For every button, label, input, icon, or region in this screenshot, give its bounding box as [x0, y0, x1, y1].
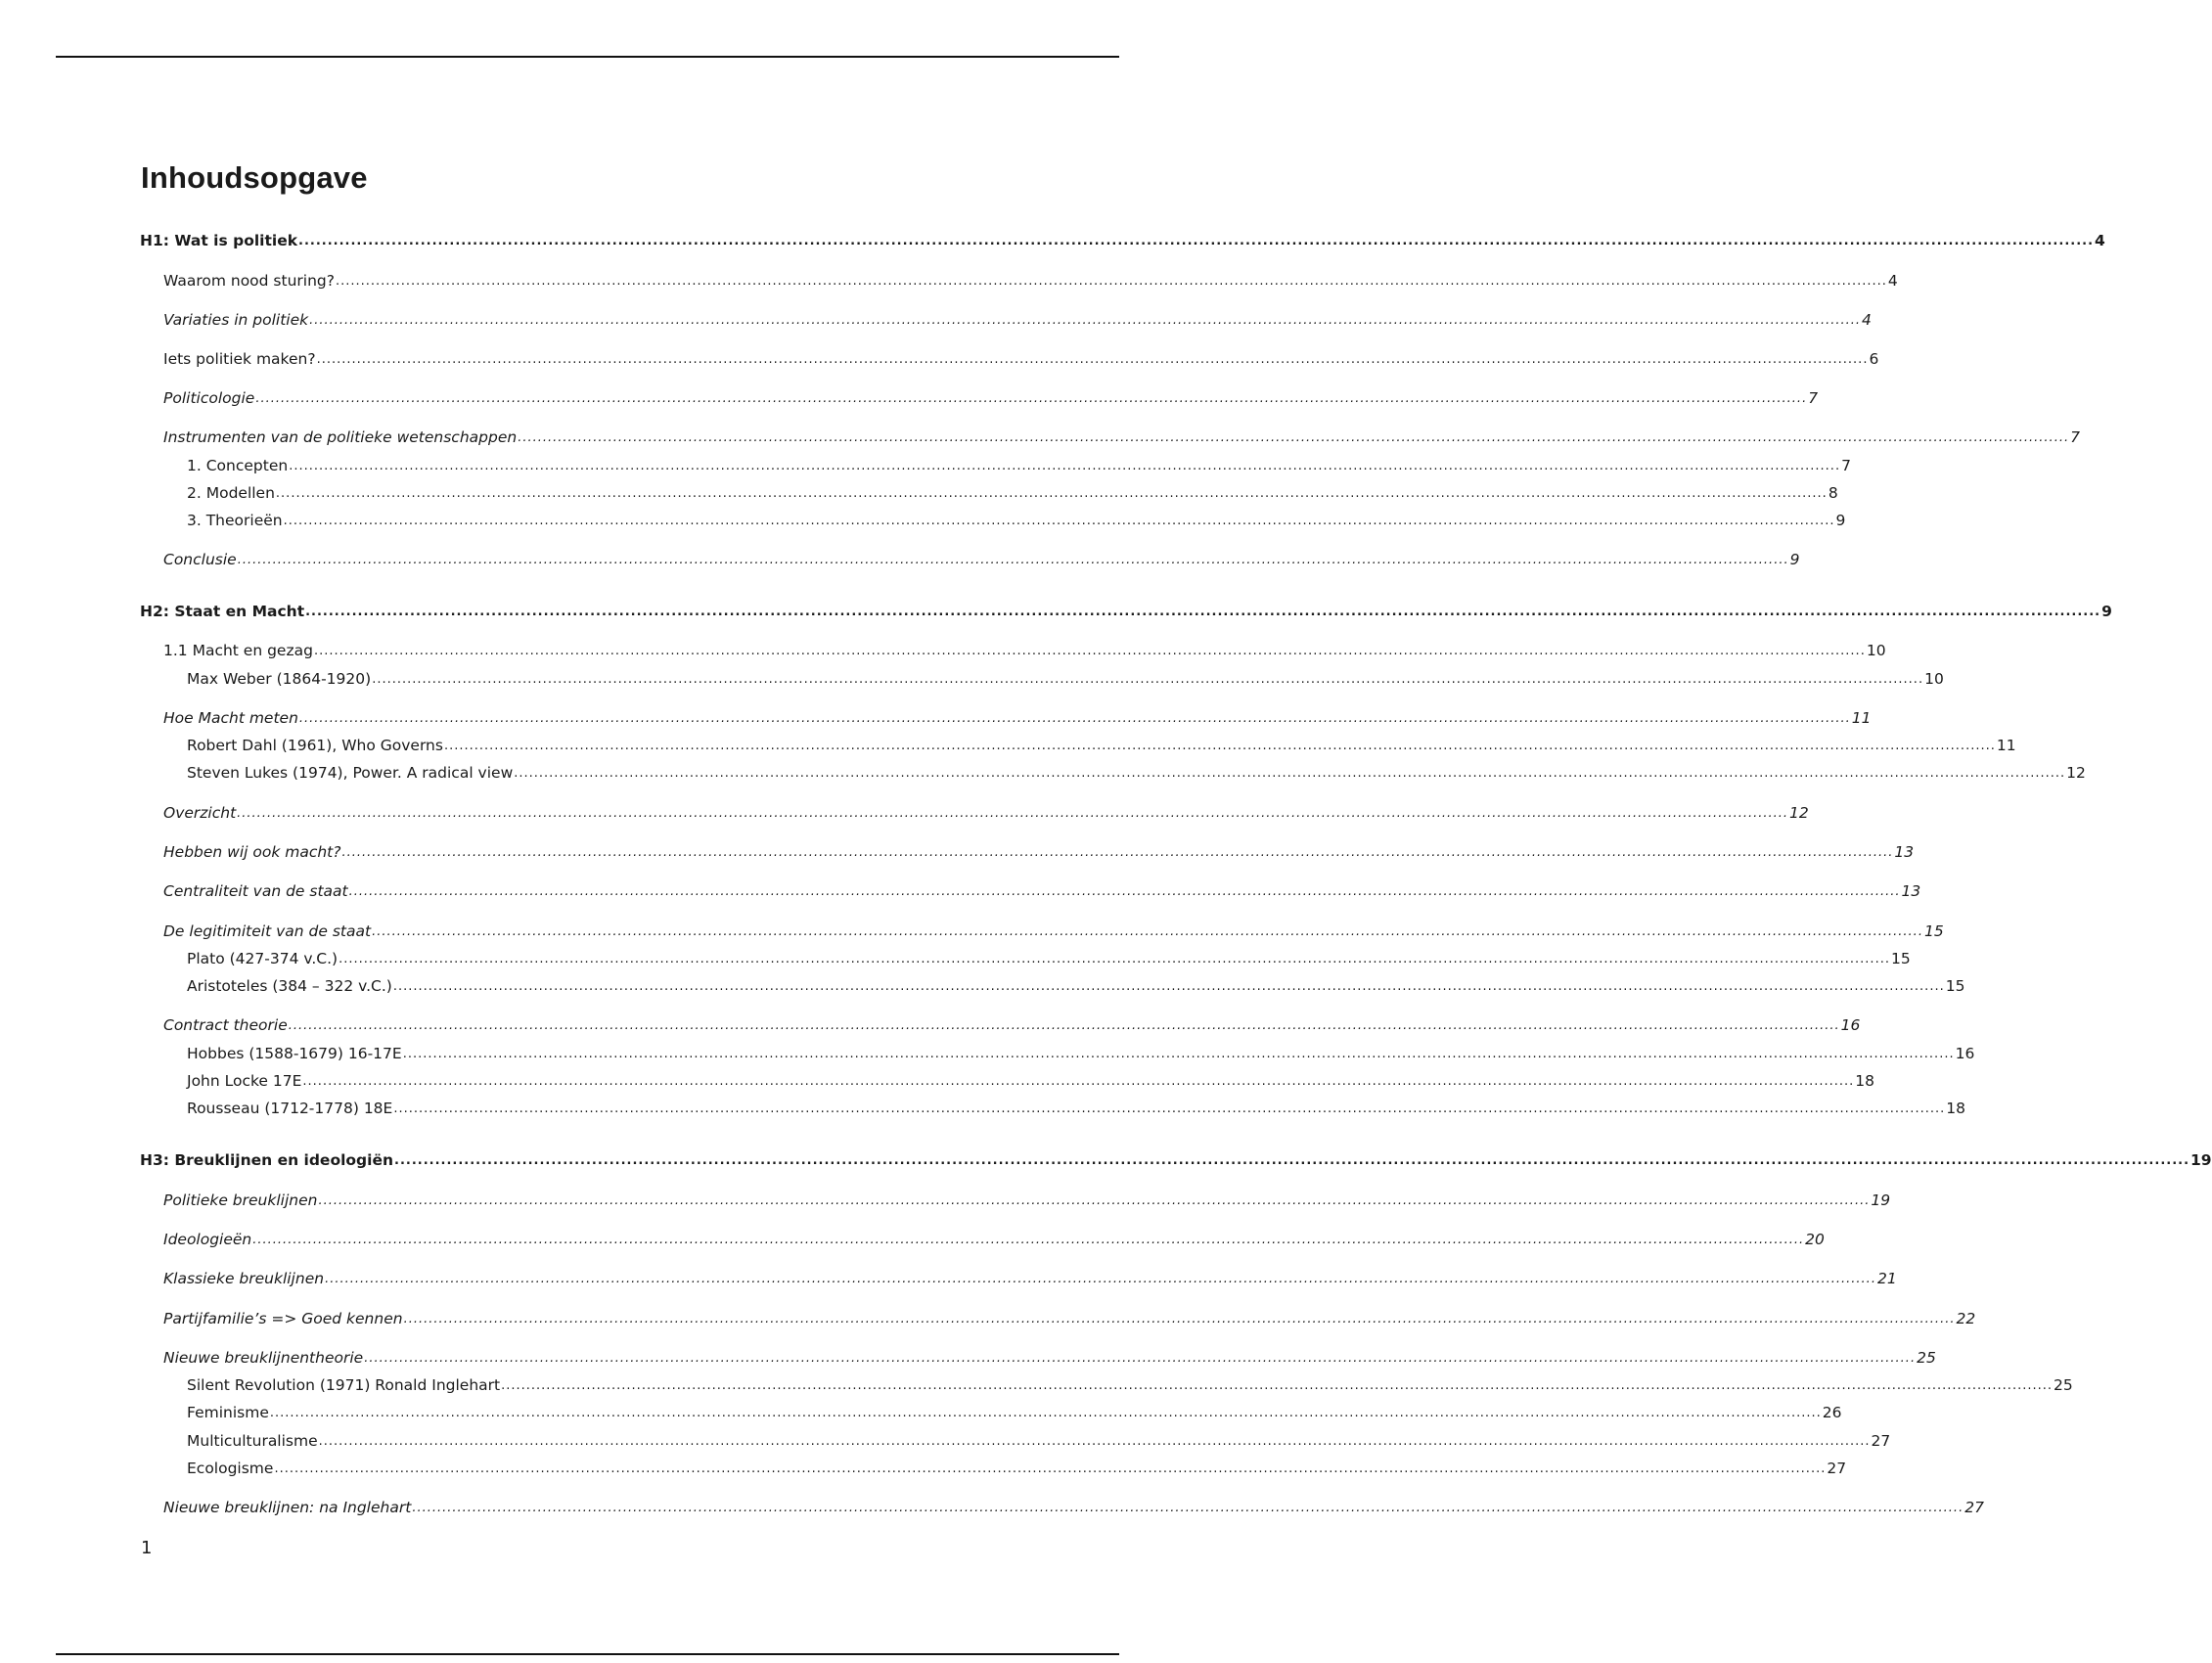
- toc-entry[interactable]: [187, 736, 2016, 755]
- toc-entry[interactable]: [163, 271, 1898, 291]
- toc-entry-label: Instrumenten van de politieke wetenschappen: [163, 428, 518, 446]
- toc-entry-page: 4: [1887, 272, 1898, 290]
- header-rule: [56, 56, 1119, 58]
- toc-entry[interactable]: [187, 1099, 1965, 1118]
- dot-leader: [302, 1070, 1854, 1092]
- dot-leader: [289, 455, 1840, 476]
- dot-leader: [317, 348, 1869, 370]
- toc-entry[interactable]: [163, 427, 2080, 447]
- toc-entry-h3[interactable]: [140, 1150, 2212, 1170]
- toc-entry-label: Robert Dahl (1961), Who Governs: [187, 737, 443, 754]
- dot-leader: [349, 880, 1901, 902]
- dot-leader: [270, 1402, 1822, 1423]
- dot-leader: [274, 1458, 1826, 1479]
- dot-leader: [501, 1374, 2053, 1396]
- dot-leader: [305, 601, 2100, 622]
- toc-entry-page: 9: [2101, 603, 2112, 620]
- toc-entry-page: 12: [2066, 764, 2086, 782]
- toc-entry-label: Iets politiek maken?: [163, 350, 316, 368]
- dot-leader: [514, 762, 2065, 784]
- toc-entry[interactable]: [163, 550, 1800, 569]
- toc-entry-page: 13: [1901, 882, 1921, 900]
- toc-entry-page: 7: [1808, 389, 1819, 407]
- toc-entry-page: 4: [1862, 311, 1872, 329]
- toc-entry[interactable]: [187, 976, 1965, 996]
- toc-entry-label: H2: Staat en Macht: [140, 603, 305, 620]
- toc-entry-page: 15: [1945, 977, 1965, 995]
- toc-entry-page: 22: [1956, 1310, 1976, 1327]
- toc-entry-label: Variaties in politiek: [163, 311, 309, 329]
- page-number: 1: [141, 1538, 153, 1558]
- toc-entry-page: 26: [1822, 1404, 1842, 1421]
- toc-entry-page: 12: [1789, 804, 1809, 822]
- dot-leader: [404, 1308, 1956, 1329]
- toc-entry-label: 1.1 Macht en gezag: [163, 642, 313, 659]
- toc-entry[interactable]: [187, 456, 1851, 475]
- toc-entry[interactable]: [163, 921, 1944, 941]
- toc-entry-page: 15: [1890, 950, 1911, 967]
- dot-leader: [238, 549, 1789, 570]
- toc-entry[interactable]: [163, 1309, 1976, 1328]
- toc-entry[interactable]: [187, 1403, 1842, 1422]
- toc-entry[interactable]: [163, 1015, 1861, 1035]
- dot-leader: [298, 230, 2094, 251]
- toc-entry-label: Max Weber (1864-1920): [187, 670, 372, 688]
- toc-entry[interactable]: [163, 641, 1886, 660]
- toc-entry[interactable]: [163, 881, 1921, 901]
- toc-entry-label: Nieuwe breuklijnen: na Inglehart: [163, 1499, 412, 1516]
- toc-entry-page: 7: [1841, 457, 1851, 474]
- toc-entry-label: Nieuwe breuklijnentheorie: [163, 1349, 364, 1367]
- dot-leader: [393, 1098, 1945, 1119]
- footer-rule: [56, 1653, 1119, 1655]
- toc-entry-page: 8: [1828, 484, 1838, 502]
- toc-entry[interactable]: [163, 1348, 1936, 1368]
- toc-entry-page: 27: [1827, 1460, 1847, 1477]
- toc-entry-label: 3. Theorieën: [187, 512, 283, 529]
- toc-entry[interactable]: [187, 1044, 1975, 1063]
- toc-entry-page: 11: [1851, 709, 1872, 727]
- toc-entry-page: 9: [1835, 512, 1846, 529]
- dot-leader: [284, 510, 1835, 531]
- toc-entry[interactable]: [163, 842, 1915, 862]
- toc-entry-page: 13: [1894, 843, 1915, 861]
- toc-entry-page: 19: [1871, 1191, 1891, 1209]
- toc-entry-page: 16: [1955, 1045, 1975, 1062]
- dot-leader: [309, 309, 1861, 331]
- toc-entry-label: Hoe Macht meten: [163, 709, 298, 727]
- toc-entry-label: H1: Wat is politiek: [140, 232, 298, 249]
- toc-entry-page: 10: [1866, 642, 1886, 659]
- toc-entry[interactable]: [163, 388, 1819, 408]
- toc-entry-h2[interactable]: [140, 602, 2112, 621]
- toc-entry-label: Ideologieën: [163, 1231, 252, 1248]
- toc-entry-label: Politicologie: [163, 389, 255, 407]
- dot-leader: [403, 1043, 1955, 1064]
- dot-leader: [276, 482, 1828, 504]
- toc-entry[interactable]: [163, 803, 1809, 823]
- toc-entry-label: De legitimiteit van de staat: [163, 922, 372, 940]
- toc-entry-label: H3: Breuklijnen en ideologiën: [140, 1151, 394, 1169]
- toc-entry-page: 19: [2190, 1151, 2212, 1169]
- toc-entry[interactable]: [187, 1071, 1875, 1091]
- dot-leader: [518, 427, 2069, 448]
- toc-entry-page: 27: [1964, 1499, 1984, 1516]
- toc-entry[interactable]: [187, 511, 1846, 530]
- toc-entry[interactable]: [163, 1269, 1897, 1288]
- dot-leader: [318, 1190, 1870, 1211]
- toc-title: Inhoudsopgave: [141, 160, 368, 195]
- dot-leader: [252, 1229, 1804, 1250]
- toc-entry-label: Steven Lukes (1974), Power. A radical view: [187, 764, 514, 782]
- dot-leader: [237, 802, 1788, 824]
- toc-entry[interactable]: [163, 708, 1872, 728]
- toc-entry-page: 25: [1917, 1349, 1936, 1367]
- toc-entry-page: 15: [1923, 922, 1944, 940]
- dot-leader: [364, 1347, 1916, 1369]
- toc-entry[interactable]: [163, 1230, 1825, 1249]
- toc-entry-page: 4: [2095, 232, 2105, 249]
- toc-entry-label: Silent Revolution (1971) Ronald Inglehart: [187, 1376, 501, 1394]
- toc-entry[interactable]: [163, 1191, 1891, 1210]
- dot-leader: [339, 948, 1890, 969]
- dot-leader: [336, 270, 1887, 292]
- toc-entry[interactable]: [163, 310, 1872, 330]
- toc-entry-label: Waarom nood sturing?: [163, 272, 335, 290]
- toc-entry[interactable]: [187, 1375, 2073, 1395]
- dot-leader: [393, 975, 1945, 997]
- toc-entry-page: 25: [2054, 1376, 2073, 1394]
- toc-entry[interactable]: [163, 1498, 1984, 1517]
- toc-entry-label: Hebben wij ook macht?: [163, 843, 341, 861]
- toc-entry-label: Conclusie: [163, 551, 237, 568]
- toc-entry-label: Politieke breuklijnen: [163, 1191, 318, 1209]
- toc-entry-h1[interactable]: [140, 231, 2105, 250]
- toc-entry[interactable]: [187, 763, 2086, 783]
- toc-entry-label: Aristoteles (384 – 322 v.C.): [187, 977, 392, 995]
- toc-entry-page: 20: [1805, 1231, 1825, 1248]
- toc-entry-label: Centraliteit van de staat: [163, 882, 348, 900]
- toc-entry-label: 2. Modellen: [187, 484, 275, 502]
- toc-entry-page: 18: [1946, 1100, 1965, 1117]
- dot-leader: [314, 640, 1866, 661]
- dot-leader: [412, 1497, 1964, 1518]
- dot-leader: [342, 841, 1894, 863]
- toc-entry-label: Overzicht: [163, 804, 237, 822]
- toc-entry-label: Contract theorie: [163, 1016, 288, 1034]
- toc-entry[interactable]: [187, 949, 1911, 968]
- dot-leader: [299, 707, 1851, 729]
- dot-leader: [394, 1149, 2189, 1171]
- toc-entry[interactable]: [163, 349, 1879, 369]
- toc-entry-page: 11: [1996, 737, 2016, 754]
- toc-entry[interactable]: [187, 669, 1944, 689]
- toc-entry-label: Klassieke breuklijnen: [163, 1270, 325, 1287]
- toc-entry-page: 21: [1876, 1270, 1897, 1287]
- toc-entry[interactable]: [187, 1431, 1891, 1451]
- dot-leader: [372, 921, 1923, 942]
- toc-entry-label: Multiculturalisme: [187, 1432, 318, 1450]
- toc-entry[interactable]: [187, 1459, 1847, 1478]
- toc-entry[interactable]: [187, 483, 1838, 503]
- toc-entry-page: 9: [1789, 551, 1800, 568]
- toc-entry-label: Partijfamilie’s => Goed kennen: [163, 1310, 403, 1327]
- toc-entry-label: Rousseau (1712-1778) 18E: [187, 1100, 393, 1117]
- toc-entry-page: 6: [1869, 350, 1879, 368]
- toc-entry-page: 18: [1855, 1072, 1875, 1090]
- dot-leader: [319, 1430, 1871, 1452]
- dot-leader: [255, 387, 1807, 409]
- toc-entry-page: 16: [1840, 1016, 1861, 1034]
- toc-entry-label: John Locke 17E: [187, 1072, 302, 1090]
- toc-entry-label: Plato (427-374 v.C.): [187, 950, 339, 967]
- toc-entry-label: Ecologisme: [187, 1460, 274, 1477]
- toc-entry-label: 1. Concepten: [187, 457, 289, 474]
- dot-leader: [325, 1268, 1876, 1289]
- dot-leader: [444, 735, 1996, 756]
- dot-leader: [372, 668, 1923, 690]
- toc-entry-label: Hobbes (1588-1679) 16-17E: [187, 1045, 402, 1062]
- toc-entry-page: 10: [1924, 670, 1944, 688]
- toc-entry-page: 27: [1871, 1432, 1891, 1450]
- toc-entry-page: 7: [2070, 428, 2080, 446]
- toc-entry-label: Feminisme: [187, 1404, 269, 1421]
- dot-leader: [289, 1014, 1840, 1036]
